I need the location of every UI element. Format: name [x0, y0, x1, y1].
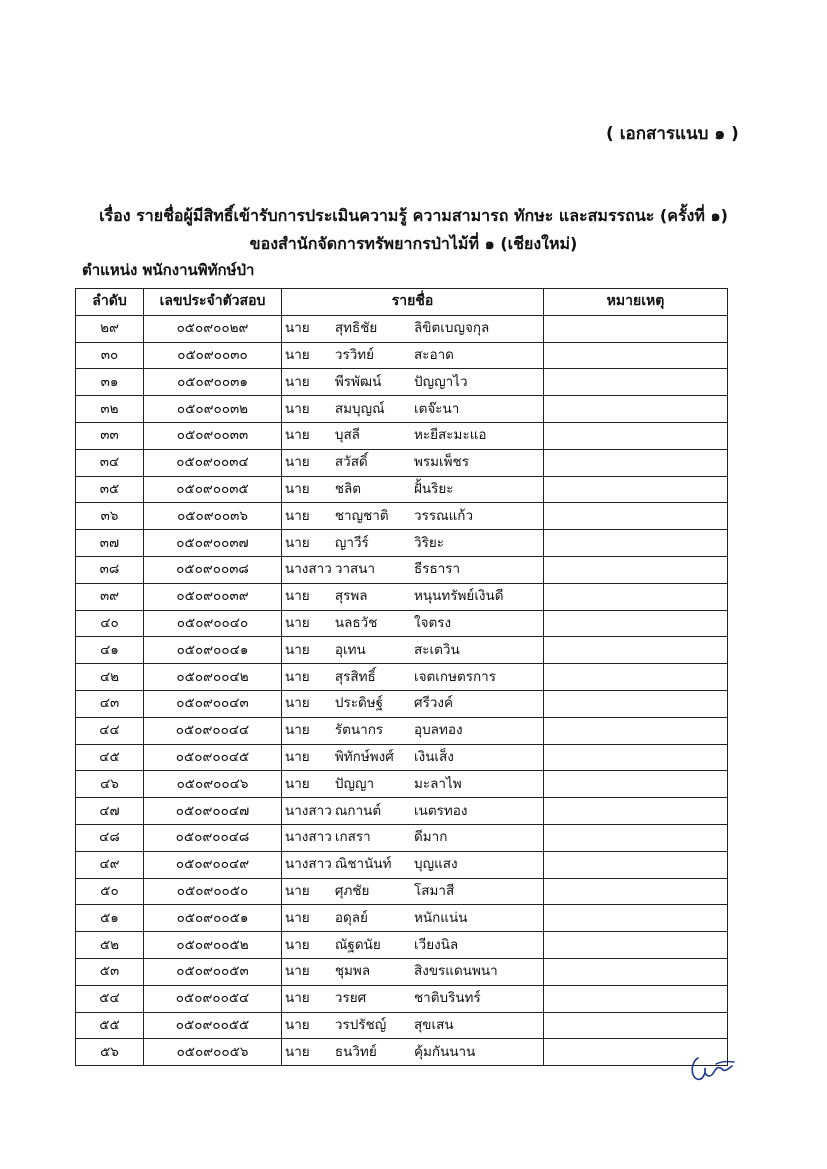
row-first-name: ศุภชัย	[334, 882, 370, 899]
table-row	[76, 958, 728, 985]
row-exam-id: ๐๕๐๙๐๐๕๕	[144, 1012, 282, 1039]
row-prefix: นาย	[285, 1016, 310, 1033]
row-remark	[544, 932, 728, 959]
row-prefix: นางสาว	[285, 829, 332, 846]
row-remark	[544, 690, 728, 717]
row-no: ๔๑	[76, 637, 144, 664]
row-last-name: ชาติบรินทร์	[414, 990, 481, 1007]
row-no: ๔๗	[76, 798, 144, 825]
row-exam-id: ๐๕๐๙๐๐๕๖	[144, 1039, 282, 1066]
table-row	[76, 664, 728, 691]
row-last-name: สิงขรแดนพนา	[414, 963, 498, 980]
row-no: ๓๔	[76, 449, 144, 476]
row-name	[282, 958, 544, 985]
row-remark	[544, 503, 728, 530]
row-last-name: สะเตวิน	[414, 641, 460, 658]
row-remark	[544, 985, 728, 1012]
table-row	[76, 798, 728, 825]
row-prefix: นาย	[285, 454, 310, 471]
row-remark	[544, 905, 728, 932]
row-no: ๕๐	[76, 878, 144, 905]
row-name	[282, 798, 544, 825]
row-last-name: วิริยะ	[414, 534, 444, 551]
table-row	[76, 476, 728, 503]
table-row	[76, 932, 728, 959]
row-remark	[544, 878, 728, 905]
table-row	[76, 771, 728, 798]
row-name	[282, 369, 544, 396]
row-last-name: เวียงนิล	[414, 936, 459, 953]
table-row	[76, 315, 728, 342]
row-last-name: ปัญญาไว	[414, 373, 468, 390]
row-first-name: พีรพัฒน์	[334, 373, 382, 390]
row-remark	[544, 422, 728, 449]
row-name	[282, 342, 544, 369]
row-last-name: วรรณแก้ว	[414, 507, 474, 524]
row-last-name: พรมเพ็ชร	[414, 454, 469, 471]
row-name	[282, 744, 544, 771]
row-prefix: นาย	[285, 480, 310, 497]
table-row	[76, 610, 728, 637]
row-last-name: บุญแสง	[414, 856, 458, 873]
row-last-name: สะอาด	[414, 346, 454, 363]
row-exam-id: ๐๕๐๙๐๐๔๘	[144, 824, 282, 851]
row-last-name: ลิขิตเบญจกุล	[414, 320, 490, 337]
row-remark	[544, 958, 728, 985]
row-no: ๕๓	[76, 958, 144, 985]
header-name: รายชื่อ	[282, 289, 544, 316]
row-name	[282, 422, 544, 449]
row-name	[282, 583, 544, 610]
row-prefix: นาย	[285, 936, 310, 953]
row-last-name: ดีมาก	[414, 829, 448, 846]
row-first-name: วรปรัชญ์	[334, 1016, 387, 1033]
row-first-name: วรยศ	[334, 990, 367, 1007]
row-no: ๕๒	[76, 932, 144, 959]
row-exam-id: ๐๕๐๙๐๐๓๙	[144, 583, 282, 610]
table-row	[76, 583, 728, 610]
row-name	[282, 1039, 544, 1066]
row-name	[282, 449, 544, 476]
candidate-table	[75, 288, 728, 1066]
row-exam-id: ๐๕๐๙๐๐๔๙	[144, 851, 282, 878]
row-exam-id: ๐๕๐๙๐๐๓๑	[144, 369, 282, 396]
row-last-name: หนุนทรัพย์เงินดี	[414, 588, 504, 605]
position-label: ตำแหน่ง พนักงานพิทักษ์ป่า	[82, 261, 255, 279]
row-first-name: ณกานต์	[334, 802, 382, 819]
row-no: ๔๕	[76, 744, 144, 771]
row-first-name: บุสลี	[334, 427, 360, 444]
row-name	[282, 556, 544, 583]
row-no: ๕๕	[76, 1012, 144, 1039]
row-first-name: วาสนา	[334, 561, 376, 578]
row-name	[282, 637, 544, 664]
row-no: ๓๓	[76, 422, 144, 449]
row-remark	[544, 530, 728, 557]
row-prefix: นาย	[285, 346, 310, 363]
row-last-name: คุ้มกันนาน	[414, 1043, 476, 1060]
row-prefix: นาย	[285, 534, 310, 551]
row-exam-id: ๐๕๐๙๐๐๓๓	[144, 422, 282, 449]
row-first-name: ชาญชาติ	[334, 507, 389, 524]
row-name	[282, 610, 544, 637]
row-exam-id: ๐๕๐๙๐๐๕๒	[144, 932, 282, 959]
table-row	[76, 985, 728, 1012]
row-remark	[544, 449, 728, 476]
row-remark	[544, 637, 728, 664]
row-prefix: นาย	[285, 990, 310, 1007]
table-row	[76, 556, 728, 583]
row-exam-id: ๐๕๐๙๐๐๕๔	[144, 985, 282, 1012]
row-prefix: นางสาว	[285, 802, 332, 819]
row-exam-id: ๐๕๐๙๐๐๓๔	[144, 449, 282, 476]
row-name	[282, 878, 544, 905]
row-last-name: ธีรธารา	[414, 561, 461, 578]
row-exam-id: ๐๕๐๙๐๐๕๐	[144, 878, 282, 905]
row-remark	[544, 342, 728, 369]
signature-mark	[688, 1052, 738, 1086]
row-no: ๓๐	[76, 342, 144, 369]
row-no: ๕๑	[76, 905, 144, 932]
row-name	[282, 476, 544, 503]
row-remark	[544, 717, 728, 744]
row-prefix: นาย	[285, 614, 310, 631]
row-name	[282, 717, 544, 744]
row-no: ๔๒	[76, 664, 144, 691]
row-remark	[544, 798, 728, 825]
row-exam-id: ๐๕๐๙๐๐๔๔	[144, 717, 282, 744]
row-prefix: นาย	[285, 909, 310, 926]
table-row	[76, 1039, 728, 1066]
row-exam-id: ๐๕๐๙๐๐๓๐	[144, 342, 282, 369]
row-remark	[544, 1012, 728, 1039]
table-row	[76, 530, 728, 557]
table-row	[76, 878, 728, 905]
row-no: ๓๒	[76, 396, 144, 423]
row-exam-id: ๐๕๐๙๐๐๕๑	[144, 905, 282, 932]
row-first-name: ชลิต	[334, 480, 362, 497]
row-exam-id: ๐๕๐๙๐๐๔๐	[144, 610, 282, 637]
row-name	[282, 1012, 544, 1039]
row-no: ๓๘	[76, 556, 144, 583]
row-no: ๔๙	[76, 851, 144, 878]
document-title: เรื่อง รายชื่อผู้มีสิทธิ์เข้ารับการประเมินความรู้ ความสามารถ ทักษะ และสมรรถนะ (ครั้งที่ ๑)	[99, 206, 728, 225]
row-prefix: นาย	[285, 882, 310, 899]
table-row	[76, 717, 728, 744]
row-name	[282, 503, 544, 530]
table-row	[76, 449, 728, 476]
row-first-name: ชุมพล	[334, 963, 371, 980]
row-last-name: อุบลทอง	[414, 722, 463, 739]
row-no: ๔๖	[76, 771, 144, 798]
row-first-name: ณิชานันท์	[334, 856, 392, 873]
row-first-name: ญาวีร์	[334, 534, 369, 551]
table-row	[76, 342, 728, 369]
row-exam-id: ๐๕๐๙๐๐๔๖	[144, 771, 282, 798]
row-exam-id: ๐๕๐๙๐๐๔๕	[144, 744, 282, 771]
row-prefix: นาย	[285, 1043, 310, 1060]
attachment-label: ( เอกสารแนบ ๑ )	[606, 124, 739, 144]
header-exam-id: เลขประจำตัวสอบ	[144, 289, 282, 316]
row-exam-id: ๐๕๐๙๐๐๕๓	[144, 958, 282, 985]
row-prefix: นาย	[285, 722, 310, 739]
row-exam-id: ๐๕๐๙๐๐๔๗	[144, 798, 282, 825]
document-subtitle: ของสำนักจัดการทรัพยากรป่าไม้ที่ ๑ (เชียงใหม่)	[249, 234, 578, 253]
row-name	[282, 664, 544, 691]
row-remark	[544, 583, 728, 610]
row-remark	[544, 315, 728, 342]
row-prefix: นาย	[285, 641, 310, 658]
table-row	[76, 690, 728, 717]
row-no: ๓๑	[76, 369, 144, 396]
row-prefix: นาย	[285, 320, 310, 337]
row-exam-id: ๐๕๐๙๐๐๔๑	[144, 637, 282, 664]
row-name	[282, 315, 544, 342]
row-prefix: นาย	[285, 400, 310, 417]
row-name	[282, 824, 544, 851]
row-first-name: อุเทน	[334, 641, 366, 658]
row-no: ๓๕	[76, 476, 144, 503]
table-row	[76, 396, 728, 423]
row-name	[282, 690, 544, 717]
row-prefix: นาย	[285, 507, 310, 524]
row-first-name: สุทธิชัย	[334, 320, 378, 337]
row-no: ๔๓	[76, 690, 144, 717]
row-first-name: สวัสดิ์	[334, 454, 368, 471]
row-no: ๓๗	[76, 530, 144, 557]
row-first-name: สุรสิทธิ์	[334, 668, 376, 685]
row-remark	[544, 610, 728, 637]
table-row	[76, 503, 728, 530]
row-prefix: นาย	[285, 748, 310, 765]
row-first-name: วรวิทย์	[334, 346, 375, 363]
row-no: ๓๖	[76, 503, 144, 530]
row-no: ๓๙	[76, 583, 144, 610]
row-last-name: เงินเส็ง	[414, 748, 454, 765]
row-remark	[544, 771, 728, 798]
row-last-name: มะลาไพ	[414, 775, 462, 792]
row-prefix: นาย	[285, 588, 310, 605]
row-remark	[544, 396, 728, 423]
table-row	[76, 824, 728, 851]
row-first-name: นลธวัช	[334, 614, 378, 631]
row-prefix: นาย	[285, 668, 310, 685]
row-first-name: อดุลย์	[334, 909, 368, 926]
row-last-name: เนตรทอง	[414, 802, 468, 819]
row-name	[282, 851, 544, 878]
row-first-name: ประดิษฐ์	[334, 695, 384, 712]
row-name	[282, 530, 544, 557]
row-no: ๕๖	[76, 1039, 144, 1066]
row-last-name: ใจตรง	[414, 614, 452, 631]
row-last-name: โสมาสี	[414, 882, 455, 899]
row-name	[282, 985, 544, 1012]
row-first-name: พิทักษ์พงศ์	[334, 748, 394, 765]
row-prefix: นางสาว	[285, 561, 332, 578]
table-row	[76, 905, 728, 932]
row-no: ๒๙	[76, 315, 144, 342]
row-exam-id: ๐๕๐๙๐๐๓๗	[144, 530, 282, 557]
header-no: ลำดับ	[76, 289, 144, 316]
table-row	[76, 851, 728, 878]
table-row	[76, 637, 728, 664]
row-remark	[544, 744, 728, 771]
row-prefix: นาย	[285, 373, 310, 390]
row-name	[282, 905, 544, 932]
row-exam-id: ๐๕๐๙๐๐๒๙	[144, 315, 282, 342]
row-exam-id: ๐๕๐๙๐๐๔๓	[144, 690, 282, 717]
row-first-name: เกสรา	[334, 829, 371, 846]
row-name	[282, 932, 544, 959]
row-first-name: รัตนากร	[334, 722, 384, 739]
row-exam-id: ๐๕๐๙๐๐๓๕	[144, 476, 282, 503]
row-first-name: สมบุญณ์	[334, 400, 385, 417]
table-row	[76, 422, 728, 449]
row-prefix: นาย	[285, 775, 310, 792]
row-last-name: เจตเกษตรการ	[414, 668, 497, 685]
row-remark	[544, 664, 728, 691]
header-remark: หมายเหตุ	[544, 289, 728, 316]
row-no: ๕๔	[76, 985, 144, 1012]
row-name	[282, 771, 544, 798]
table-row	[76, 1012, 728, 1039]
table-row	[76, 744, 728, 771]
row-first-name: ณัฐดนัย	[334, 936, 381, 953]
row-no: ๔๐	[76, 610, 144, 637]
row-exam-id: ๐๕๐๙๐๐๓๘	[144, 556, 282, 583]
row-remark	[544, 556, 728, 583]
row-remark	[544, 851, 728, 878]
row-first-name: สุรพล	[334, 588, 368, 605]
row-remark	[544, 476, 728, 503]
row-exam-id: ๐๕๐๙๐๐๓๖	[144, 503, 282, 530]
row-prefix: นาย	[285, 427, 310, 444]
row-first-name: ธนวิทย์	[334, 1043, 377, 1060]
row-prefix: นาย	[285, 695, 310, 712]
row-no: ๔๘	[76, 824, 144, 851]
table-header-row	[76, 289, 728, 316]
row-name	[282, 396, 544, 423]
row-prefix: นาย	[285, 963, 310, 980]
row-last-name: ฝั้นริยะ	[414, 480, 454, 497]
row-last-name: หะยีสะมะแอ	[414, 427, 487, 444]
table-row	[76, 369, 728, 396]
row-first-name: ปัญญา	[334, 775, 375, 792]
row-no: ๔๔	[76, 717, 144, 744]
row-exam-id: ๐๕๐๙๐๐๔๒	[144, 664, 282, 691]
row-last-name: เตจ๊ะนา	[414, 400, 460, 417]
row-prefix: นางสาว	[285, 856, 332, 873]
row-last-name: สุขเสน	[414, 1016, 454, 1033]
row-remark	[544, 824, 728, 851]
row-last-name: ศรีวงค์	[414, 695, 454, 712]
row-last-name: หนักแน่น	[414, 909, 468, 926]
row-exam-id: ๐๕๐๙๐๐๓๒	[144, 396, 282, 423]
row-remark	[544, 369, 728, 396]
